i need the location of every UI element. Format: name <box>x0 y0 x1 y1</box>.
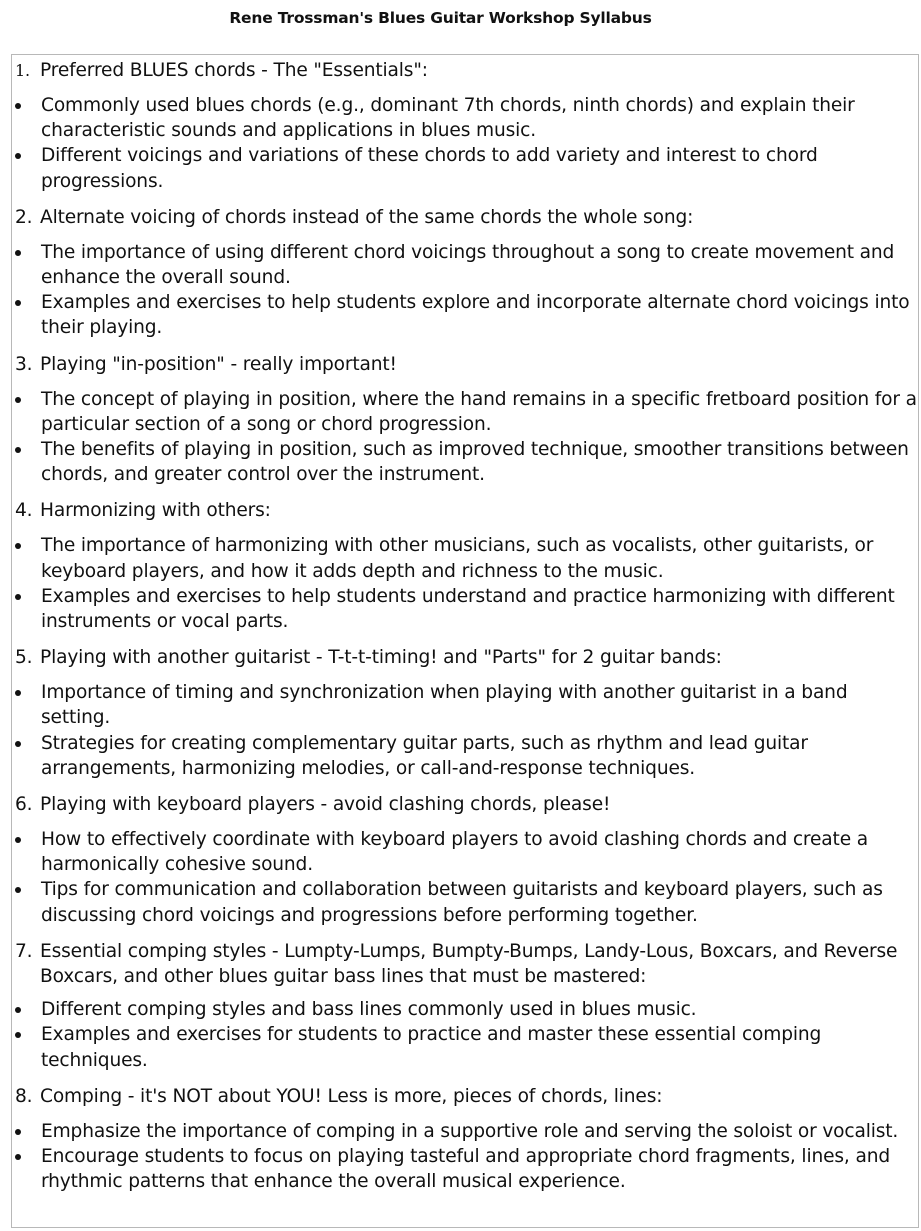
list-item-text: Commonly used blues chords (e.g., dominant 7th chords, ninth chords) and explain their characteristic sounds and applications in blues music. <box>41 95 855 142</box>
list-item <box>15 1022 918 1072</box>
list-item-text: How to effectively coordinate with keyboard players to avoid clashing chords and create a harmonically cohesive sound. <box>41 829 868 876</box>
section-heading-text: Playing with another guitarist - T-t-t-timing! and "Parts" for 2 guitar bands: <box>40 647 722 669</box>
list-item <box>15 997 918 1022</box>
section-heading <box>15 205 918 232</box>
bullet-icon <box>15 1154 21 1160</box>
bullet-icon <box>15 250 21 256</box>
section-number: 5. <box>15 647 33 669</box>
list-item-text: The benefits of playing in position, such as improved technique, smoother transitions between chords, and greater control over the instrument. <box>41 439 909 486</box>
bullet-list <box>15 387 918 488</box>
section-heading <box>15 645 918 672</box>
list-item-text: Encourage students to focus on playing tasteful and appropriate chord fragments, lines, and rhythmic patterns that enhance the overall musical experience. <box>41 1146 890 1193</box>
document-title: Rene Trossman's Blues Guitar Workshop Syllabus <box>229 9 652 27</box>
bullet-icon <box>15 153 21 159</box>
bullet-icon <box>15 1032 21 1038</box>
list-item <box>15 387 918 437</box>
bullet-icon <box>15 837 21 843</box>
bullet-icon <box>15 1129 21 1135</box>
section-number: 8. <box>15 1085 33 1107</box>
syllabus-section <box>15 352 918 488</box>
bullet-list <box>15 680 918 781</box>
syllabus-section <box>15 205 918 341</box>
section-heading <box>15 1084 918 1111</box>
bullet-icon <box>15 690 21 696</box>
list-item <box>15 533 918 583</box>
list-item-text: Examples and exercises for students to practice and master these essential comping techniques. <box>41 1024 822 1071</box>
list-item-text: Importance of timing and synchronization when playing with another guitarist in a band setting. <box>41 682 848 729</box>
section-number: 6. <box>15 794 33 816</box>
section-heading-text: Preferred BLUES chords - The "Essentials": <box>40 60 428 81</box>
bullet-icon <box>15 103 21 109</box>
syllabus-section <box>15 939 918 1073</box>
bullet-list <box>15 827 918 928</box>
section-heading-text: Playing with keyboard players - avoid clashing chords, please! <box>40 794 611 816</box>
bullet-icon <box>15 594 21 600</box>
list-item <box>15 731 918 781</box>
bullet-list <box>15 1119 918 1195</box>
list-item-text: The importance of harmonizing with other musicians, such as vocalists, other guitarists, or keyboard players, and how it adds depth and richness to the music. <box>41 535 874 582</box>
list-item-text: Examples and exercises to help students explore and incorporate alternate chord voicings into their playing. <box>41 292 910 339</box>
section-heading <box>15 498 918 525</box>
section-heading-text: Playing "in-position" - really important! <box>40 353 397 375</box>
section-heading-text: Essential comping styles - Lumpty-Lumps, Bumpty-Bumps, Landy-Lous, Boxcars, and Reverse Boxcars, and other blues guitar bass lines that must be mastered: <box>40 940 898 988</box>
list-item <box>15 437 918 487</box>
bullet-icon <box>15 887 21 893</box>
list-item <box>15 1144 918 1194</box>
bullet-icon <box>15 300 21 306</box>
syllabus-section <box>15 1084 918 1195</box>
list-item-text: Strategies for creating complementary guitar parts, such as rhythm and lead guitar arrangements, harmonizing melodies, or call-and-response techniques. <box>41 732 808 779</box>
list-item <box>15 240 918 290</box>
section-heading <box>15 352 918 379</box>
bullet-list <box>15 533 918 634</box>
bullet-icon <box>15 1007 21 1013</box>
list-item-text: Different comping styles and bass lines commonly used in blues music. <box>41 999 697 1021</box>
list-item-text: Emphasize the importance of comping in a supportive role and serving the soloist or vocalist. <box>41 1120 899 1142</box>
section-heading-text: Comping - it's NOT about YOU! Less is more, pieces of chords, lines: <box>40 1085 663 1107</box>
bullet-icon <box>15 543 21 549</box>
section-number: 1. <box>15 61 30 80</box>
syllabus-content <box>15 58 918 1195</box>
section-heading <box>15 939 918 989</box>
bullet-list <box>15 93 918 194</box>
list-item <box>15 877 918 927</box>
syllabus-section <box>15 792 918 928</box>
list-item <box>15 290 918 340</box>
syllabus-section <box>15 645 918 781</box>
list-item <box>15 93 918 143</box>
section-number: 4. <box>15 500 33 522</box>
bullet-icon <box>15 397 21 403</box>
section-heading <box>15 58 918 85</box>
section-heading-text: Harmonizing with others: <box>40 500 271 522</box>
bullet-icon <box>15 447 21 453</box>
section-heading-text: Alternate voicing of chords instead of the same chords the whole song: <box>40 206 694 228</box>
syllabus-section <box>15 58 918 194</box>
section-number: 2. <box>15 206 33 228</box>
list-item <box>15 584 918 634</box>
section-heading <box>15 792 918 819</box>
section-number: 3. <box>15 353 33 375</box>
list-item-text: Examples and exercises to help students understand and practice harmonizing with different instruments or vocal parts. <box>41 585 895 633</box>
list-item-text: The importance of using different chord voicings throughout a song to create movement and enhance the overall sound. <box>41 241 895 289</box>
list-item-text: Tips for communication and collaboration between guitarists and keyboard players, such as discussing chord voicings and progressions before performing together. <box>41 879 883 926</box>
list-item <box>15 680 918 730</box>
list-item <box>15 827 918 877</box>
bullet-icon <box>15 741 21 747</box>
list-item <box>15 143 918 193</box>
section-number: 7. <box>15 940 33 962</box>
list-item <box>15 1119 918 1144</box>
list-item-text: The concept of playing in position, where the hand remains in a specific fretboard position for a particular section of a song or chord progression. <box>41 388 917 435</box>
syllabus-section <box>15 498 918 634</box>
bullet-list <box>15 240 918 341</box>
list-item-text: Different voicings and variations of these chords to add variety and interest to chord progressions. <box>41 145 818 192</box>
bullet-list <box>15 997 918 1073</box>
